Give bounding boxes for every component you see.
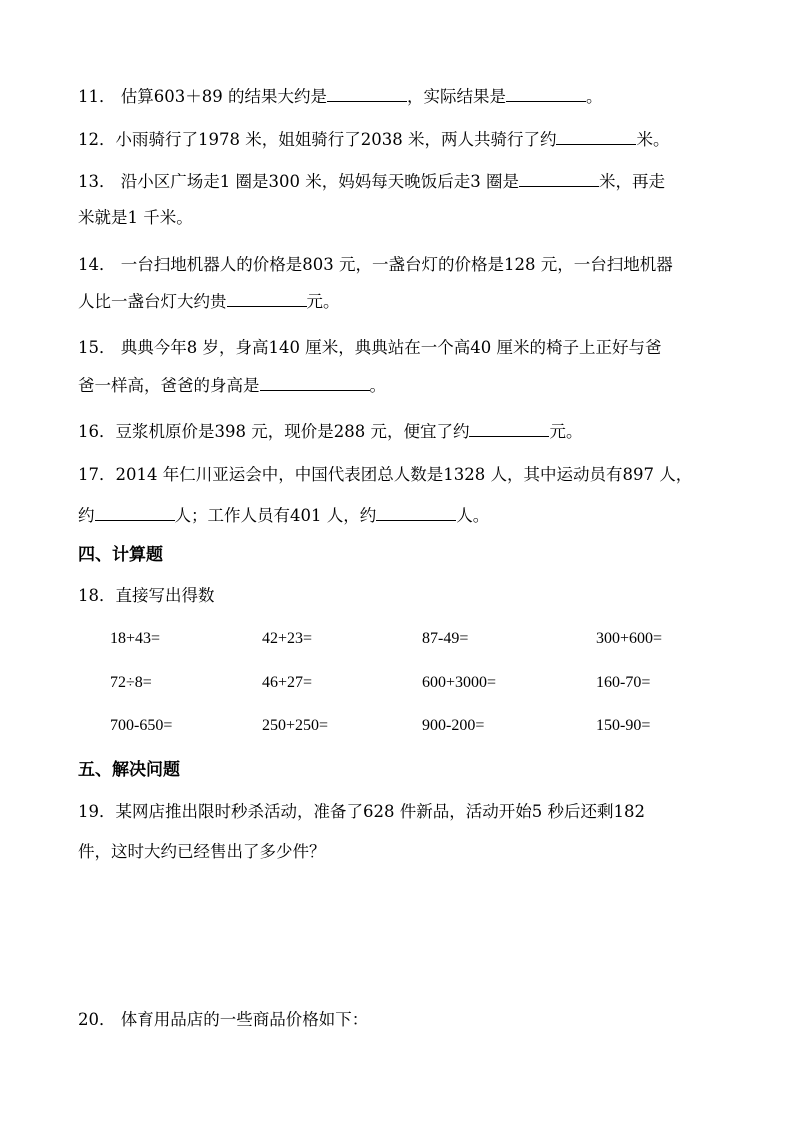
q11-blank-estimate[interactable] — [327, 85, 407, 102]
question-13 — [78, 170, 748, 194]
q15-text-a: 典典今年8 岁，身高140 厘米，典典站在一个高40 厘米的椅子上正好与爸 — [115, 338, 662, 357]
q17-blank-athletes[interactable] — [95, 504, 175, 521]
question-12 — [78, 128, 748, 152]
q17-text-a: 2014 年仁川亚运会中，中国代表团总人数是1328 人，其中运动员有897 人， — [115, 465, 693, 484]
q14-blank[interactable] — [227, 290, 307, 307]
q12-blank[interactable] — [556, 128, 636, 145]
q17-line-2-text-a: 约 — [78, 506, 95, 525]
q12-text-a: 小雨骑行了1978 米，姐姐骑行了2038 米，两人共骑行了约 — [115, 130, 557, 149]
calc-item: 900-200= — [422, 717, 485, 734]
calc-item: 250+250= — [262, 717, 329, 734]
q16-text-a: 豆浆机原价是398 元，现价是288 元，便宜了约 — [115, 422, 470, 441]
calc-item: 46+27= — [262, 674, 313, 691]
calc-item: 72÷8= — [110, 674, 152, 691]
q15-blank[interactable] — [260, 374, 370, 391]
q19-line-2-text: 件，这时大约已经售出了多少件？ — [78, 842, 326, 861]
q12-number: 12． — [78, 130, 116, 149]
q20-number: 20． — [78, 1010, 116, 1029]
q14-line-2-text-b: 元。 — [306, 292, 340, 311]
q12-text-b: 米。 — [636, 130, 670, 149]
question-17-line-2 — [78, 504, 748, 528]
q13-text-a: 沿小区广场走1 圈是300 米，妈妈每天晚饭后走3 圈是 — [115, 172, 519, 191]
calc-item: 160-70= — [596, 674, 651, 691]
question-13-line-2 — [78, 206, 748, 230]
q11-number: 11． — [78, 87, 116, 106]
q13-blank-1[interactable] — [519, 170, 599, 187]
q13-line-2-text: 米就是1 千米。 — [78, 208, 193, 227]
q15-line-2-text-b: 。 — [369, 376, 386, 395]
question-14-line-2 — [78, 290, 748, 314]
q11-blank-actual[interactable] — [506, 85, 586, 102]
q17-blank-staff[interactable] — [376, 504, 456, 521]
q13-text-b: 米，再走 — [598, 172, 665, 191]
q15-number: 15． — [78, 338, 116, 357]
calc-item: 700-650= — [110, 717, 173, 734]
q14-text-a: 一台扫地机器人的价格是803 元，一盏台灯的价格是128 元，一台扫地机器 — [115, 255, 673, 274]
q19-number: 19． — [78, 802, 116, 821]
calc-item: 87-49= — [422, 630, 469, 647]
question-17 — [78, 463, 748, 487]
q18-number: 18． — [78, 586, 116, 605]
question-18 — [78, 584, 748, 608]
question-16 — [78, 420, 748, 444]
q15-line-2-text-a: 爸一样高，爸爸的身高是 — [78, 376, 260, 395]
q14-line-2-text-a: 人比一盏台灯大约贵 — [78, 292, 227, 311]
q17-number: 17． — [78, 465, 116, 484]
q11-text-b: ，实际结果是 — [406, 87, 506, 106]
q17-line-2-text-c: 人。 — [456, 506, 490, 525]
calc-item: 300+600= — [596, 630, 663, 647]
q14-number: 14． — [78, 255, 116, 274]
question-19-line-2 — [78, 840, 748, 864]
question-19 — [78, 800, 748, 824]
q20-text-a: 体育用品店的一些商品价格如下： — [115, 1010, 369, 1029]
section-5-heading: 五、解决问题 — [78, 760, 180, 780]
q17-line-2-text-b: 人；工作人员有401 人，约 — [174, 506, 377, 525]
q11-text-a: 估算603＋89 的结果大约是 — [115, 87, 327, 106]
calc-item: 150-90= — [596, 717, 651, 734]
question-11 — [78, 85, 748, 109]
q16-text-b: 元。 — [549, 422, 583, 441]
q11-text-c: 。 — [585, 87, 603, 106]
calc-item: 600+3000= — [422, 674, 497, 691]
question-20 — [78, 1008, 748, 1032]
question-15-line-2 — [78, 374, 748, 398]
question-14 — [78, 253, 748, 277]
q19-text-a: 某网店推出限时秒杀活动，准备了628 件新品，活动开始5 秒后还剩182 — [115, 802, 645, 821]
q16-blank[interactable] — [469, 420, 549, 437]
calc-item: 18+43= — [110, 630, 161, 647]
question-15 — [78, 336, 748, 360]
q16-number: 16． — [78, 422, 116, 441]
calc-item: 42+23= — [262, 630, 313, 647]
section-4-heading: 四、计算题 — [78, 545, 163, 565]
q13-number: 13． — [78, 172, 116, 191]
q18-text: 直接写出得数 — [115, 586, 215, 605]
